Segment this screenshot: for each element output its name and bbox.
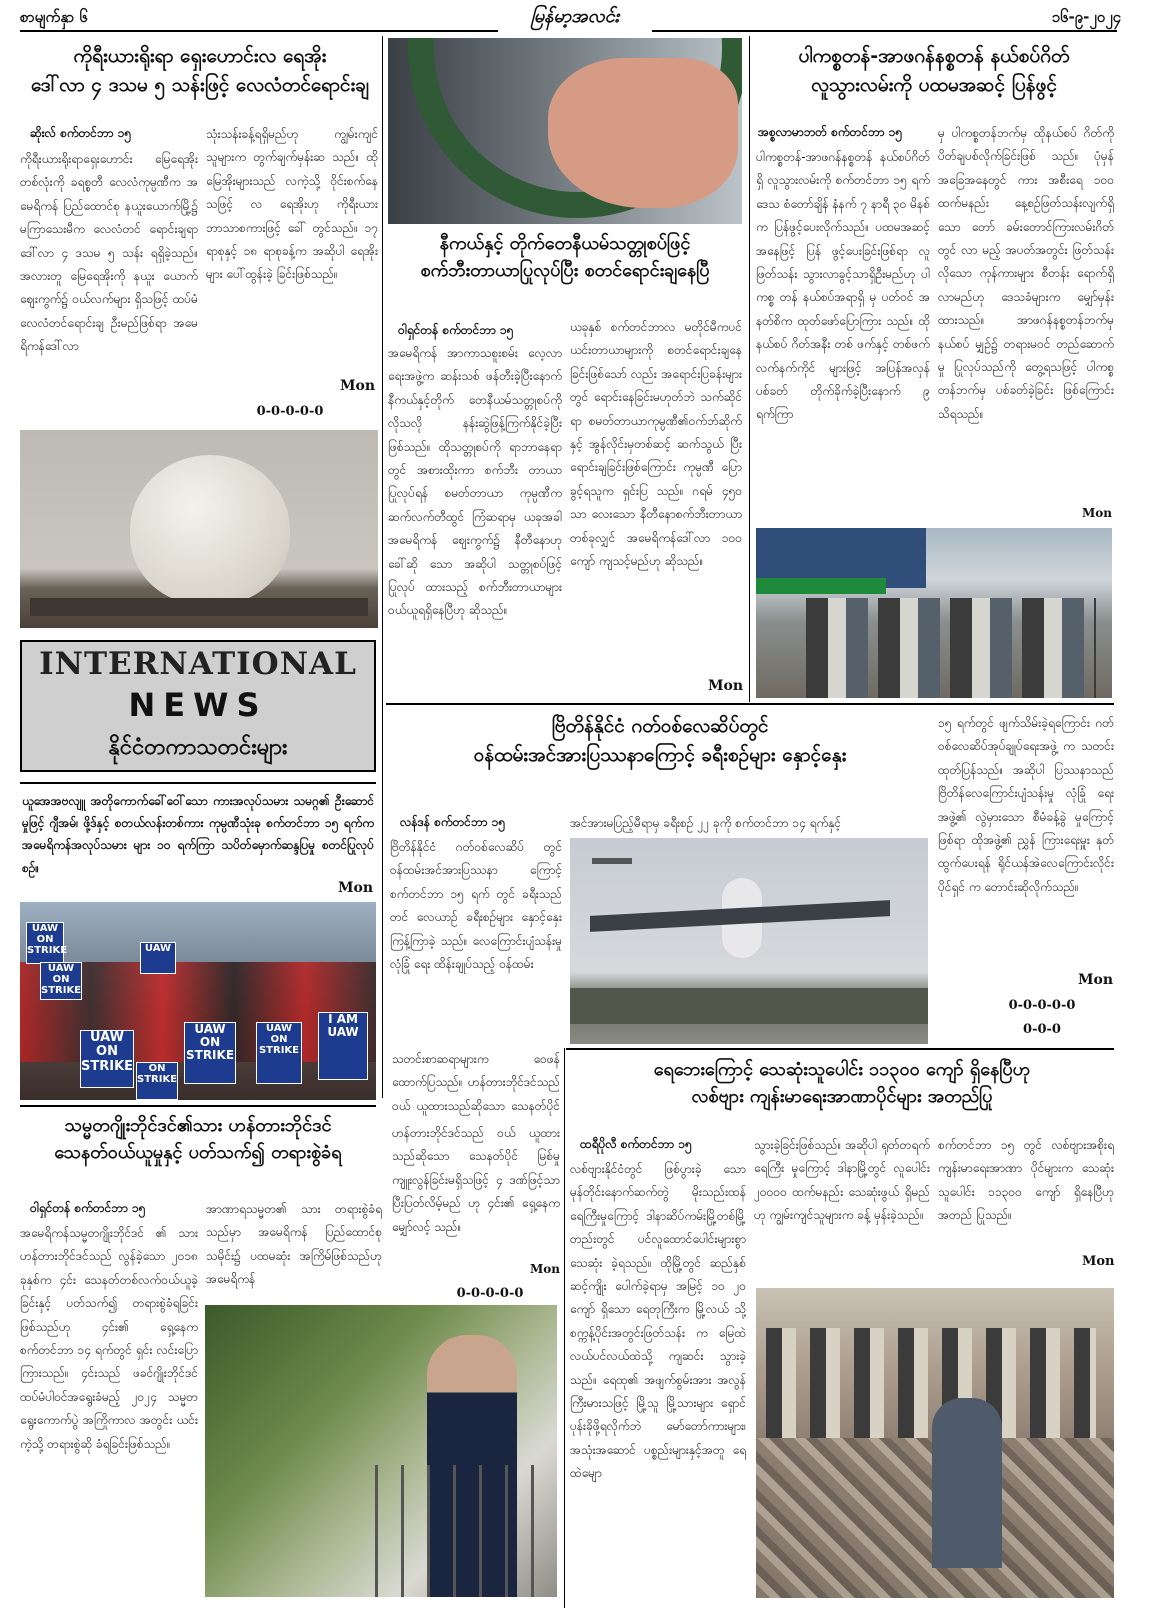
biden-signoff: Mon xyxy=(530,1262,561,1276)
tree-line xyxy=(570,988,928,1024)
strike-sign-1: UAW ON STRIKE xyxy=(26,922,64,964)
banner-line-international: INTERNATIONAL xyxy=(39,646,357,682)
page-number: စာမျက်နှာ ၆ xyxy=(20,8,88,26)
green-sign xyxy=(756,578,886,594)
hunter-biden-photo xyxy=(205,1305,557,1597)
libya-headline-line2: လစ်ဗျား ကျန်းမာရေးအာဏာပိုင်များ အတည်ပြု xyxy=(691,1086,993,1107)
header-rule-left xyxy=(20,30,498,32)
airplane-photo xyxy=(570,838,928,1044)
libya-top-rule xyxy=(566,1048,1114,1050)
moon-jar-pedestal xyxy=(30,598,368,616)
strike-sign-5: UAW ON STRIKE xyxy=(184,1022,236,1084)
strike-sign-3: UAW ON STRIKE xyxy=(80,1030,134,1088)
banner-bottom-rule xyxy=(20,782,376,784)
britain-signoff: Mon xyxy=(1078,972,1114,988)
korea-endmark: 0-0-0-0-0 xyxy=(256,404,324,419)
strike-signoff: Mon xyxy=(338,880,374,896)
people-group xyxy=(806,598,1096,698)
pakistan-byline: အစ္စလာမာဘတ် စက်တင်ဘာ ၁၅ xyxy=(758,125,903,139)
embracing-figures xyxy=(932,1398,1002,1568)
tire-column-1: အမေရိကန် အာကာသစူးစမ်း လေ့လာရေးအဖွဲ့က ဆန်းသစ် ဖန်တီးခဲ့ပြီးနောက် နီကယ်နှင့်တိုက် တေနီယမ်သတ္တုစပ်ကို လိုသလို နန်းဆွဲဖြန့်ကြက်နိုင်ခဲ့ပြီးဖြစ်သည်။ ထိုသတ္တုစပ်ကို ရာဘာနေရာ တွင် အစားထိုးကာ စက်ဘီး တာယာပြုလုပ်ရန် စမတ်တာယာ ကုမ္ပဏီက ဆက်လက်တီထွင် ကြံဆရာမှ ယခုအခါ အမေရိကန် ဈေးကွက်၌ နီတီနောဟု ခေါ်ဆို သော အဆိုပါ သတ္တုစပ်ဖြင့် ပြုလုပ် ထားသည့် စက်ဘီးတာယာများ ဝယ်ယူရရှိနေပြီဟု ဆိုသည်။ xyxy=(388,346,562,618)
tire-column-2: ယခုနှစ် စက်တင်ဘာလ မတိုင်မီကပင် ယင်းတာယာများကို စတင်ရောင်းချနေခြင်းဖြစ်သော် လည်း အရောင်းပြခန်းများတွင် ရောင်းနေခြင်းမဟုတ်ဘဲ သက်ဆိုင် ရာ စမတ်တာယာကုမ္ပဏီ၏ဝက်ဘ်ဆိုက် နှင့် အွန်လိုင်းမှတစ်ဆင့် ဆက်သွယ် ပြီး ရောင်းချခြင်းဖြစ်ကြောင်း ကုမ္ပဏီ ပြောခွင့်ရသူက ရှင်းပြ သည်။ ဂရမ် ၄၅၀ သာ လေးသော နီတီနောစက်ဘီးတာယာတစ်ခုလျှင် အမေရိကန်ဒေါ်လာ ၁၀၀ ကျော် ကျသင့်မည်ဟု ဆိုသည်။ xyxy=(570,320,742,568)
border-crossing-photo xyxy=(756,528,1112,698)
tire-byline: ဝါရှင်တန် စက်တင်ဘာ ၁၅ xyxy=(398,323,514,337)
libya-column-2: သွားခဲ့ခြင်းဖြစ်သည်။ အဆိုပါ ရုတ်တရက် ရေကြီး မှုကြောင့် ဒါနာမြို့တွင် လူပေါင်း ၂၀၀၀၀ ထက်မနည်း သေဆုံးဖွယ် ရှိမည်ဟု ကျွမ်းကျင်သူများက ခန့် မှန်းခဲ့သည်။ xyxy=(754,1138,930,1223)
biden-column-3: ဟန်တားဘိုင်ဒင်သည် ဝယ် ယူထားသည်ဆိုသော သေနတ်ပိုင် မြစ်မှုကျူးလွန်ခြင်းမရှိသဖြင့် ၄ ဒဏ်ဖြင့်သာ ပြီးပြတ်လိမ့်မည် ဟု ၄င်း၏ ရှေ့နေက မျှော်လင့် သည်။ xyxy=(392,1126,560,1234)
crowd-figures xyxy=(766,1328,1096,1438)
britain-headline-line1: ဗြိတိန်နိုင်ငံ ဂတ်ဝစ်လေဆိပ်တွင် xyxy=(551,715,769,737)
pakistan-column-2: မှ ပါကစ္စတန်ဘက်မှ ထိုနယ်စပ် ဂိတ်ကို ပိတ်ချပစ်လိုက်ခြင်းဖြစ် သည်။ ပုံမှန်အခြေအနေတွင် ကား အစီးရေ ၁၀၀ ထက်မနည်း နေ့စဉ်ဖြတ်သန်းလျက်ရှိသော တော် ခမ်းတောင်ကြားလမ်းဂိတ်တွင် လာ မည့် အပတ်အတွင်း ဖြတ်သန်း လိုသော ကုန်ကားများ စီတန်း ရောက်ရှိလာမည်ဟု ဒေသခံများက မျှော်မှန်းထားသည်။ အာဖဂန်နစ္စတန်ဘက်မှ နယ်စပ် မျှဉ်၌ တရားမဝင် တည်ဆောက်မှု ပြုလုပ်သည်ကို တွေ့ရသဖြင့် ပါကစ္စတန်ဘက်မှ ပစ်ခတ်ခဲ့ခြင်း ဖြစ်ကြောင်း သိရသည်။ xyxy=(938,126,1114,421)
strike-sign-2: UAW ON STRIKE xyxy=(40,962,82,1000)
korea-column-1: ကိုရီးယားရိုးရာရှေးဟောင်း မြေရေအိုးတစ်လုံးကို ခရစ္စတီ လေလံကုမ္ပဏီက အမေရိကန် ပြည်ထောင်စု နယူးယောက်မြို့၌ မကြာသေးမီက လေလံတင် ရောင်းချရာ ဒေါ်လာ ၄ ဒသမ ၅ သန်း ရရှိခဲ့သည်။ အလားတူ မြေရေအိုးကို နယူး ယောက်ဈေးကွက်၌ ဝယ်လက်များ ရှိသဖြင့် ထပ်မံလေလံတင်ရောင်းချ ဦးမည်ဖြစ်ရာ အမေရိကန်ဒေါ်လာ xyxy=(20,152,198,354)
biden-endmark: 0-0-0-0-0 xyxy=(456,1286,524,1301)
banner-line-news: NEWS xyxy=(128,686,268,724)
pakistan-headline-line2: လူသွားလမ်းကို ပထမအဆင့် ပြန်ဖွင့် xyxy=(811,73,1057,96)
korea-headline-line1: ကိုရီးယားရိုးရာ ရှေးဟောင်းလ ရေအိုး xyxy=(73,45,327,67)
issue-date: ၁၆-၉-၂၀၂၄ xyxy=(1051,8,1121,26)
biden-column-1: အမေရိကန်သမ္မတဂျိုးဘိုင်ဒင် ၏ သား ဟန်တားဘိုင်ဒင်သည် လွန်ခဲ့သော ၂၀၁၈ ခုနှစ်က ၄င်း သေနတ်တစ်လက်ဝယ်ယူခဲ့ခြင်းနှင့် ပတ်သက်၍ တရားစွဲခံရခြင်း ဖြစ်သည်ဟု ၄င်း၏ ရှေ့နေက စက်တင်ဘာ ၁၄ ရက်တွင် ရှင်း လင်းပြောကြားသည်။ ၄င်းသည် ဖခင်ဂျိုးဘိုင်ဒင် ထပ်မံပါဝင်အရွေးခံမည့် ၂၀၂၄ သမ္မတရွေးကောက်ပွဲ အကြိုကာလ အတွင်း ယင်းကဲ့သို့ တရားစွဲဆို ခံရခြင်းဖြစ်သည်။ xyxy=(20,1226,198,1451)
biden-column-2: အာဏာရသမ္မတ၏ သား တရားစွဲခံရသည်မှာ အမေရိကန် ပြည်ထောင်စုသမိုင်း၌ ပထမဆုံး အကြိမ်ဖြစ်သည်ဟု အမေရိကန် xyxy=(206,1202,382,1287)
moon-jar-photo xyxy=(20,430,378,628)
pakistan-headline xyxy=(756,42,1112,99)
britain-continuation: သတင်းစာဆရာများက ဝေဖန် ထောက်ပြသည်။ ဟန်တားဘိုင်ဒင်သည် ဝယ် ယူထားသည်ဆိုသော သေနတ်ပိုင် xyxy=(392,1052,560,1113)
strike-sign-8: ON STRIKE xyxy=(136,1062,178,1100)
header-rule-right xyxy=(652,30,1117,32)
britain-endmark-1: 0-0-0-0-0 xyxy=(1008,998,1076,1013)
tire-signoff: Mon xyxy=(708,678,744,694)
britain-caption-line: အင်အားမပြည့်မီရာမှ ခရီးစဉ် ၂၂ ခုကို စက်တင်ဘာ ၁၄ ရက်နှင့် xyxy=(570,816,842,830)
britain-endmark-2: 0-0-0 xyxy=(1023,1022,1061,1037)
banner-line-burmese: နိုင်ငံတကာသတင်းများ xyxy=(108,735,288,760)
korea-signoff: Mon xyxy=(340,378,376,394)
hand-shape xyxy=(548,58,738,208)
biden-headline-line2: သေနတ်ဝယ်ယူမှုနှင့် ပတ်သက်၍ တရားစွဲခံရ xyxy=(54,1142,342,1163)
pakistan-headline-line1: ပါကစ္စတန်-အာဖဂန်နစ္စတန် နယ်စပ်ဂိတ် xyxy=(798,45,1070,67)
tire-headline-line2: စက်ဘီးတာယာပြုလုပ်ပြီး စတင်ရောင်းချနေပြီ xyxy=(420,260,710,281)
britain-column-1: ဗြိတိန်နိုင်ငံ ဂတ်ဝစ်လေဆိပ် တွင် ဝန်ထမ်းအင်အားပြဿနာ ကြောင့် စက်တင်ဘာ ၁၅ ရက် တွင် ခရီးသည်တင် လေယာဉ် ခရီးစဉ်များ နှောင့်နှေးကြန့်ကြာခဲ့ သည်။ လေကြောင်းပျံသန်းမှု လုံခြုံ ရေး ထိန်းချုပ်သည့် ဝန်ထမ်း xyxy=(390,840,562,971)
pakistan-signoff: Mon xyxy=(1082,506,1113,520)
strike-sign-6: I AM UAW xyxy=(318,1012,368,1080)
korea-headline xyxy=(20,42,380,99)
tire-headline xyxy=(388,230,742,284)
libya-byline: ထရီပိုလီ စက်တင်ဘာ ၁၅ xyxy=(580,1137,692,1151)
uaw-strike-photo xyxy=(20,902,376,1100)
small-airplane xyxy=(592,858,632,864)
biden-headline xyxy=(20,1112,376,1166)
korea-headline-line2: ဒေါ်လာ ၄ ဒသမ ၅ သန်းဖြင့် လေလံတင်ရောင်းချ xyxy=(31,73,369,96)
libya-signoff: Mon xyxy=(1082,1254,1115,1269)
strike-sign-4: UAW xyxy=(140,942,176,974)
tire-headline-line1: နီကယ်နှင့် တိုက်တေနီယမ်သတ္တုစပ်ဖြင့် xyxy=(439,233,691,254)
bicycle-tire-photo xyxy=(388,38,742,224)
vertical-rule-right xyxy=(749,36,750,702)
britain-headline xyxy=(390,712,930,769)
masthead-logo xyxy=(500,4,650,36)
strike-sign-7: UAW ON STRIKE xyxy=(256,1022,302,1084)
flood-aftermath-photo xyxy=(756,1288,1114,1598)
libya-headline-line1: ရေဘေးကြောင့် သေဆုံးသူပေါင်း ၁၁၃၀၀ ကျော် ရှိနေပြီဟု xyxy=(653,1059,1031,1080)
korea-byline: ဆိုးလ် စက်တင်ဘာ ၁၅ xyxy=(30,126,132,140)
international-news-banner xyxy=(20,640,376,772)
biden-headline-line1: သမ္မတဂျိုးဘိုင်ဒင်၏သား ဟန်တားဘိုင်ဒင် xyxy=(64,1115,332,1136)
left-col-rule xyxy=(20,1105,376,1107)
pakistan-column-1: ပါကစ္စတန်-အာဖဂန်နစ္စတန် နယ်စပ်ဂိတ်ရှိ လူသွားလမ်းကို စက်တင်ဘာ ၁၅ ရက် ဒေသ စံတော်ချိန် နံနက် ၇ နာရီ ၃၀ မိနစ်က ပြန်ဖွင့်ပေးလိုက်သည်။ ပထမအဆင့်အနေဖြင့် ပြန် ဖွင့်ပေးခြင်းဖြစ်ရာ လူဖြတ်သန်း သွားလာခွင့်သာရှိဦးမည်ဟု ပါကစ္စ တန် နယ်စပ်အရာရှိ မှ ပတ်ဝင် အနတ်စိက ထုတ်ဖော်ပြောကြား သည်။ ထိုနယ်စပ် ဂိတ်အနီး တစ် ဖက်နှင့် တစ်ဖက် လက်နက်ကိုင် များဖြင့် အပြန်အလှန် ပစ်ခတ် တိုက်ခိုက်ခဲ့ပြီးနောက် ၉ ရက်ကြာ xyxy=(756,150,930,422)
libya-vertical-rule xyxy=(564,1048,565,1608)
strike-caption: ယူအေအဗလျူ အတိုကောက်ခေါ်ဝေါ်သော ကားအလုပ်သမား သမဂ္ဂ၏ ဦးဆောင်မှုဖြင့် ဂျီအမ်၊ ဖို့ဒ်နှင့် စတယ်လန်းတစ်ကား ကုမ္ပဏီသုံးခု စက်တင်ဘာ ၁၅ ရက်က အမေရိကန်အလုပ်သမား များ ၁၀ ရက်ကြာ သပိတ်မှောက်ဆန္ဒပြမှု စတင်ပြုလုပ်စဉ်။ xyxy=(22,794,374,875)
korea-column-2: သုံးသန်းခန့်ရရှိမည်ဟု ကျွမ်းကျင် သူများက တွက်ချက်မှန်းဆ သည်။ ထိုမြေအိုးများသည် လကဲ့သို့ ဝိုင်းစက်နေသဖြင့် လ ရေအိုးဟု ကိုရီးယားဘာသာစကားဖြင့် ခေါ် တွင်သည်။ ၁၇ ရာစုနှင့် ၁၈ ရာစုခန့်က အဆိုပါ ရေအိုးများ ပေါ်ထွန်းခဲ့ ခြင်းဖြစ်သည်။ xyxy=(206,127,378,282)
libya-column-1: လစ်ဗျားနိုင်ငံတွင် ဖြစ်ပွားခဲ့ သော မုန်တိုင်းနောက်ဆက်တွဲ မိုးသည်းထန် ရေကြီးမှုကြောင့် ဒါနာဆိပ်ကမ်းမြို့တစ်မြို့တည်းတွင် ပင်လူထောင်ပေါင်းများစွာ သေဆုံး ခဲ့ရသည်။ ထိုမြို့တွင် ဆည်နှစ်ဆင့်ကျိုး ပေါက်ခဲ့ရာမှ အမြင့် ၁၀ ၂၀ ကျော် ရှိသော ရေတုကြီးက မြို့လယ် သို့ စက္ကန့်ပိုင်းအတွင်းဖြတ်သန်း က မြေထဲလယ်ပင်လယ်ထဲသို့ ကျဆင်း သွားခဲ့သည်။ ရေထု၏ အဖျက်စွမ်းအား အလွန်ကြီးမားသဖြင့် မြို့သူ မြို့သားများ ရှောင်ပုန်းခိုဖို့ရလိုက်ဘဲ မော်တော်ကားများ၊ အသုံးအဆောင် ပစ္စည်းများနှင့်အတူ ရေထဲမျော xyxy=(570,1162,746,1481)
britain-column-3: ၁၅ ရက်တွင် ဖျက်သိမ်းခဲ့ရကြောင်း ဂတ်ဝစ်လေဆိပ်အုပ်ချုပ်ရေးအဖွဲ့ က သတင်းထုတ်ပြန်သည်။ အဆိုပါ ပြဿနာသည် ဗြိတိန်လေကြောင်းပျံသန်းမှု လုံခြုံ ရေးအဖွဲ့၏ လွဲမှားသော စီမံခန့်ခွဲ မှုကြောင့်ဖြစ်ရာ ထိုအဖွဲ့၏ ညွှန် ကြားရေးမှူး နုတ်ထွက်ပေးရန် ရိုင်ယန်အဲလေကြောင်းလိုင်းပိုင်ရှင် က တောင်းဆိုလိုက်သည်။ xyxy=(938,716,1114,894)
britain-byline: လန်ဒန် စက်တင်ဘာ ၁၅ xyxy=(400,815,506,829)
libya-headline xyxy=(570,1056,1114,1110)
biden-byline: ဝါရှင်တန် စက်တင်ဘာ ၁၅ xyxy=(30,1201,146,1215)
moon-jar-shape xyxy=(130,455,290,605)
britain-headline-line2: ဝန်ထမ်းအင်အားပြဿနာကြောင့် ခရီးစဉ်များ နှောင့်နှေး xyxy=(473,743,847,766)
fence xyxy=(375,1465,557,1597)
libya-column-3: စက်တင်ဘာ ၁၅ တွင် လစ်ဗျားအစိုးရ ကျန်းမာရေးအာဏာ ပိုင်များက သေဆုံးသူပေါင်း ၁၁၃၀၀ ကျော် ရှိနေပြီဟု အတည် ပြုသည်။ xyxy=(938,1138,1114,1223)
vertical-rule-left xyxy=(382,36,383,1098)
logo-text: မြန်မာ့အလင်း xyxy=(530,6,620,27)
mid-horizontal-rule xyxy=(386,703,1114,705)
